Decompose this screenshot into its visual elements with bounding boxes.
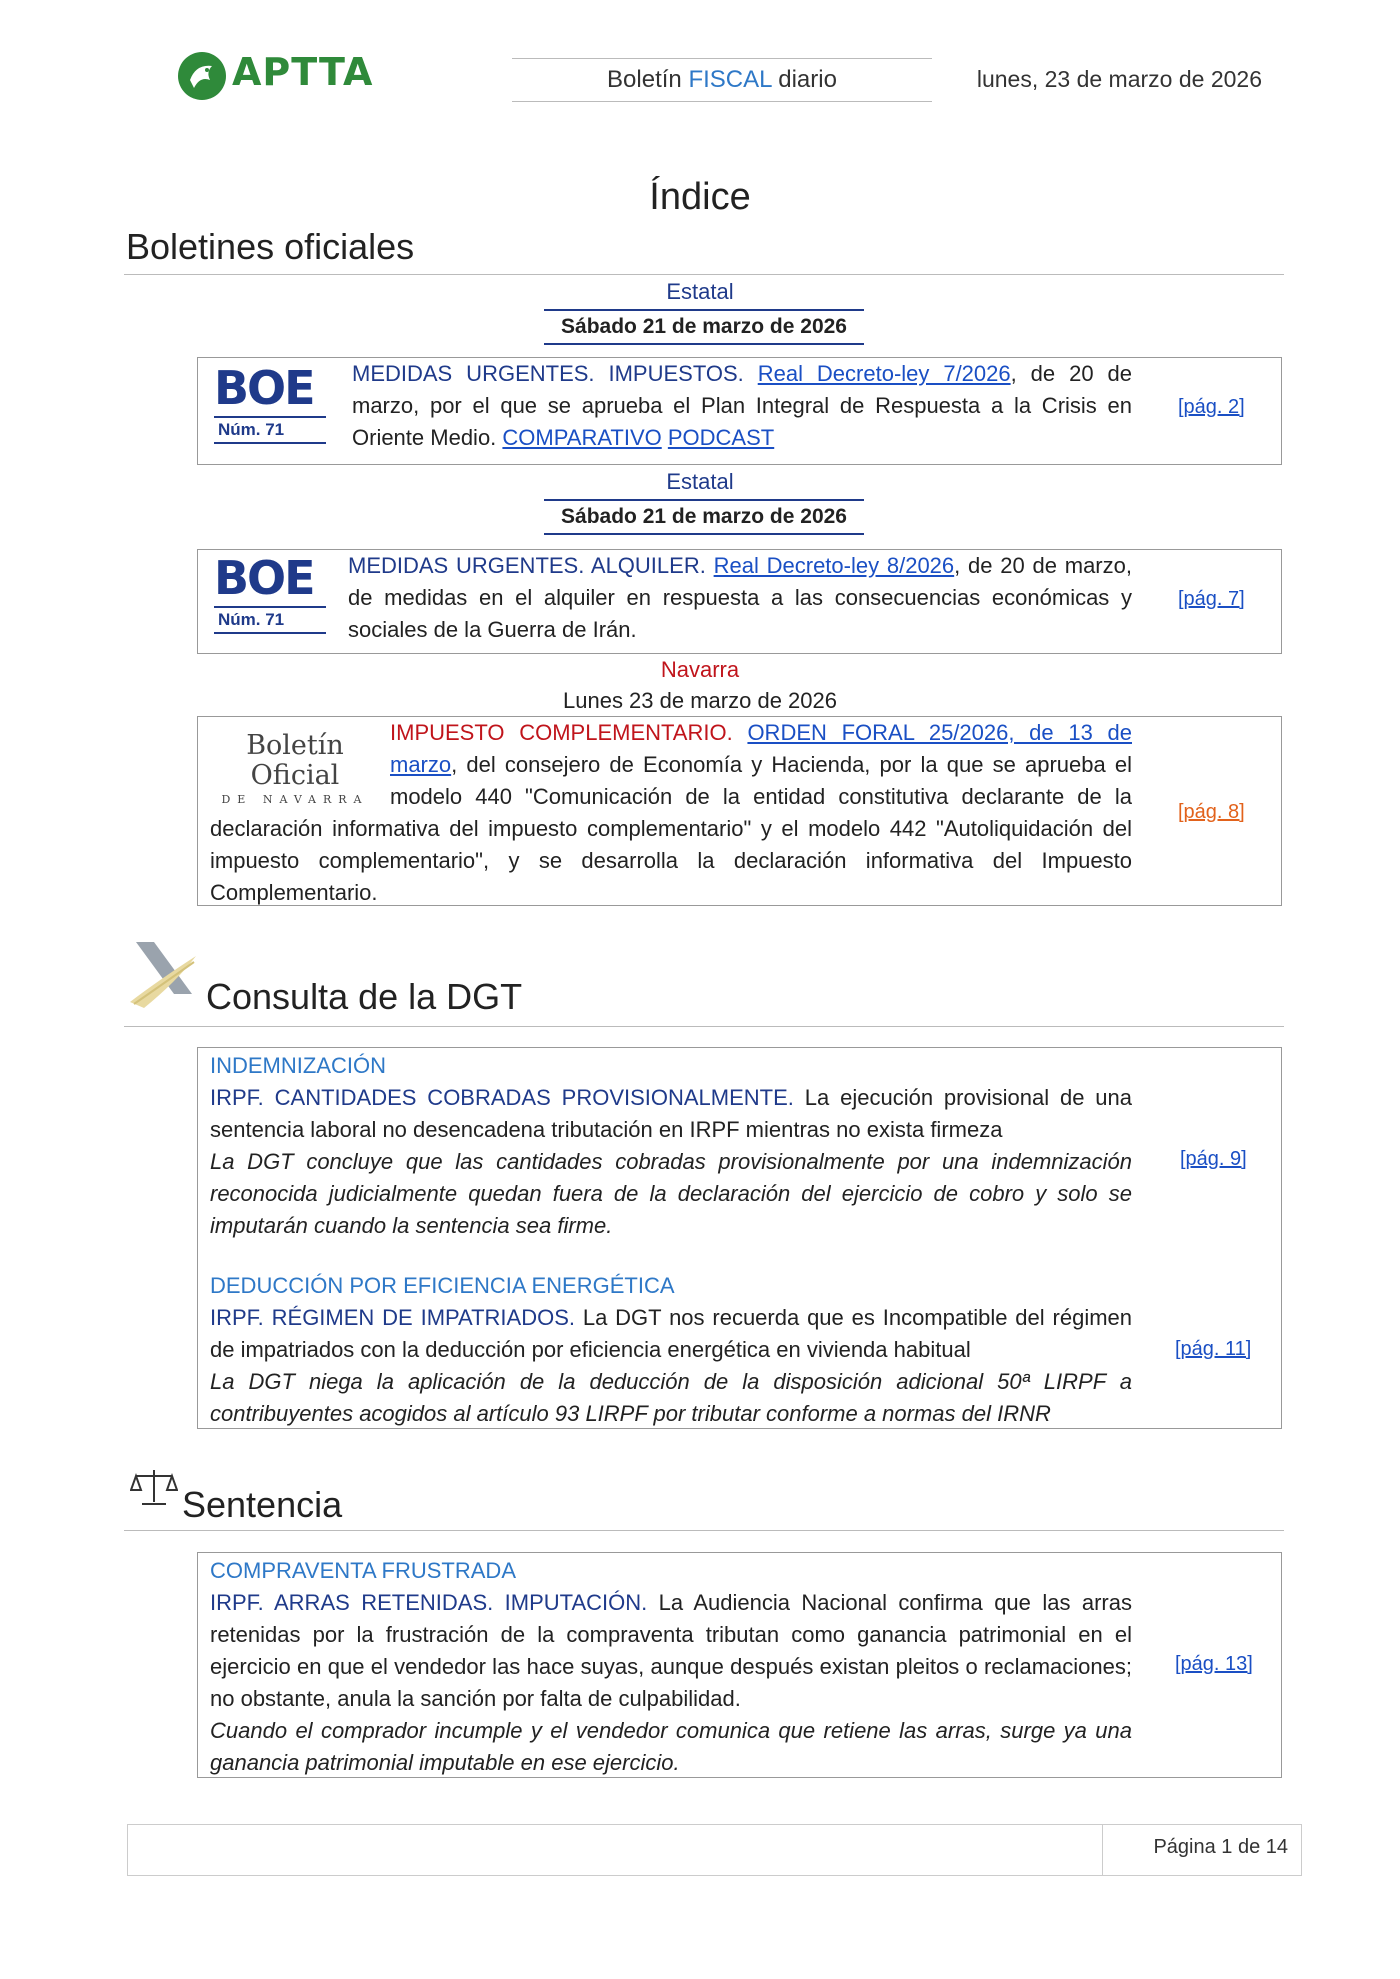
sentencia-keyword: IRPF. ARRAS RETENIDAS. IMPUTACIÓN. bbox=[210, 1590, 648, 1615]
sentencia-card bbox=[197, 1552, 1282, 1778]
bulletin-3-region: Navarra bbox=[660, 657, 740, 682]
dgt-item-1-category: INDEMNIZACIÓN bbox=[210, 1053, 386, 1078]
bulletin-1-card bbox=[197, 357, 1282, 465]
sentencia-summary: Cuando el comprador incumple y el vendedor comunica que retiene las arras, surge ya una ganancia patrimonial imputable en ese ejercicio. bbox=[210, 1718, 1132, 1775]
bulletin-1-text: MEDIDAS URGENTES. IMPUESTOS. Real Decreto-ley 7/2026, de 20 de marzo, por el que se aprueba el Plan Integral de Respuesta a la Crisis en Oriente Medio. COMPARATIVO PODCAST bbox=[352, 361, 1132, 450]
bulletin-3-date: Lunes 23 de marzo de 2026 bbox=[563, 688, 837, 713]
boe-logo bbox=[214, 551, 326, 634]
bulletin-3-card bbox=[197, 716, 1282, 906]
scales-of-justice-icon bbox=[130, 1466, 178, 1510]
agencia-tributaria-icon bbox=[126, 938, 202, 1010]
bulletin-3-text: IMPUESTO COMPLEMENTARIO. ORDEN FORAL 25/2026, de 13 de marzo, del consejero de Economía y Hacienda, por la que se aprueba el modelo 440 "Comunicación de la entidad constitutiva declarante de la declaración informativa del impuesto complementario" y el modelo 442 "Autoliquidación del impuesto complementario", y se desarrolla la declaración informativa del Impuesto Complementario. bbox=[210, 720, 1132, 905]
dgt-item-2-keyword: IRPF. RÉGIMEN DE IMPATRIADOS. bbox=[210, 1305, 575, 1330]
bulletin-title: Boletín FISCAL diario bbox=[512, 58, 932, 102]
bulletin-1-region: Estatal bbox=[666, 279, 734, 304]
bulletin-2-card bbox=[197, 549, 1282, 654]
bulletin-3-keyword: IMPUESTO COMPLEMENTARIO. bbox=[390, 720, 733, 745]
dgt-item-1-summary: La DGT concluye que las cantidades cobradas provisionalmente por una indemnización reconocida judicialmente quedan fuera de la declaración del ejercicio de cobro y solo se imputarán cuando la sentencia sea firme. bbox=[210, 1149, 1132, 1238]
dgt-item-2: DEDUCCIÓN POR EFICIENCIA ENERGÉTICA IRPF. RÉGIMEN DE IMPATRIADOS. La DGT nos recuerda que es Incompatible del régimen de impatriados con la deducción por eficiencia energética en vivienda habitual La DGT niega la aplicación de la deducción de la disposición adicional 50ª LIRPF a contribuyentes acogidos al artículo 93 LIRPF por tributar conforme a normas del IRNR bbox=[210, 1270, 1132, 1430]
section-boletines-title: Boletines oficiales bbox=[126, 226, 415, 267]
bulletin-1-keyword: MEDIDAS URGENTES. IMPUESTOS. bbox=[352, 361, 744, 386]
bulletin-1-date: Sábado 21 de marzo de 2026 bbox=[544, 309, 864, 345]
sentencia-category: COMPRAVENTA FRUSTRADA bbox=[210, 1558, 516, 1583]
header-date: lunes, 23 de marzo de 2026 bbox=[976, 66, 1262, 92]
boe-logo-icon: BOE bbox=[214, 361, 314, 415]
navarra-logo-title: Boletín Oficial bbox=[246, 730, 344, 791]
bulletin-3-link[interactable]: ORDEN FORAL 25/2026, de 13 de marzo bbox=[390, 720, 1132, 777]
aptta-logo-icon bbox=[176, 50, 228, 102]
podcast-link[interactable]: PODCAST bbox=[667, 425, 775, 450]
boe-number-badge: Núm. 71 bbox=[214, 416, 326, 444]
boe-logo-icon: BOE bbox=[214, 551, 314, 605]
bulletin-2-text: MEDIDAS URGENTES. ALQUILER. Real Decreto-ley 8/2026, de 20 de marzo, de medidas en el alquiler en respuesta a las consecuencias económicas y sociales de la Guerra de Irán. bbox=[348, 553, 1132, 642]
comparativo-link[interactable]: COMPARATIVO bbox=[502, 425, 662, 450]
bulletin-2-page-link[interactable]: [pág. 7] bbox=[1178, 588, 1245, 610]
footer-divider bbox=[1102, 1824, 1103, 1876]
aptta-logo-text: APTTA bbox=[232, 50, 374, 94]
dgt-item-1-keyword: IRPF. CANTIDADES COBRADAS PROVISIONALMENTE. bbox=[210, 1085, 794, 1110]
bulletin-2-date: Sábado 21 de marzo de 2026 bbox=[544, 499, 864, 535]
bulletin-1-page-link[interactable]: [pág. 2] bbox=[1178, 396, 1245, 418]
section-divider bbox=[124, 1026, 1284, 1027]
section-divider bbox=[124, 1530, 1284, 1531]
bulletin-2-region: Estatal bbox=[666, 469, 734, 494]
section-sentencia-title: Sentencia bbox=[182, 1484, 343, 1525]
page-number: Página 1 de 14 bbox=[1153, 1836, 1288, 1858]
section-dgt-title: Consulta de la DGT bbox=[206, 976, 523, 1017]
sentencia-item: COMPRAVENTA FRUSTRADA IRPF. ARRAS RETENIDAS. IMPUTACIÓN. La Audiencia Nacional confirma que las arras retenidas por la frustración de la compraventa tributan como ganancia patrimonial en el ejercicio en que el vendedor las hace suyas, aunque después existan pleitos o reclamaciones; no obstante, anula la sanción por falta de culpabilidad. Cuando el comprador incumple y el vendedor comunica que retiene las arras, surge ya una ganancia patrimonial imputable en ese ejercicio. bbox=[210, 1555, 1132, 1779]
bulletin-2-link[interactable]: Real Decreto-ley 8/2026 bbox=[713, 553, 955, 578]
dgt-item-1: INDEMNIZACIÓN IRPF. CANTIDADES COBRADAS PROVISIONALMENTE. La ejecución provisional de una sentencia laboral no desencadena tributación en IRPF mientras no exista firmeza La DGT concluye que las cantidades cobradas provisionalmente por una indemnización reconocida judicialmente quedan fuera de la declaración del ejercicio de cobro y solo se imputarán cuando la sentencia sea firme. bbox=[210, 1050, 1132, 1242]
navarra-logo-subtitle: DE NAVARRA bbox=[221, 793, 369, 806]
bulletin-1-link[interactable]: Real Decreto-ley 7/2026 bbox=[757, 361, 1011, 386]
dgt-card bbox=[197, 1047, 1282, 1429]
bulletin-3-page-link[interactable]: [pág. 8] bbox=[1178, 801, 1245, 823]
boe-number-badge: Núm. 71 bbox=[214, 606, 326, 634]
sentencia-page-link[interactable]: [pág. 13] bbox=[1175, 1653, 1253, 1675]
dgt-item-2-category: DEDUCCIÓN POR EFICIENCIA ENERGÉTICA bbox=[210, 1273, 675, 1298]
boe-logo bbox=[214, 361, 326, 444]
section-divider bbox=[124, 274, 1284, 275]
dgt-item-1-page-link[interactable]: [pág. 9] bbox=[1180, 1148, 1247, 1170]
dgt-item-2-page-link[interactable]: [pág. 11] bbox=[1175, 1338, 1252, 1360]
bulletin-2-keyword: MEDIDAS URGENTES. ALQUILER. bbox=[348, 553, 706, 578]
index-title: Índice bbox=[649, 176, 751, 218]
footer bbox=[127, 1824, 1302, 1876]
dgt-item-2-summary: La DGT niega la aplicación de la deducción de la disposición adicional 50ª LIRPF a contribuyentes acogidos al artículo 93 LIRPF por tributar conforme a normas del IRNR bbox=[210, 1369, 1132, 1426]
